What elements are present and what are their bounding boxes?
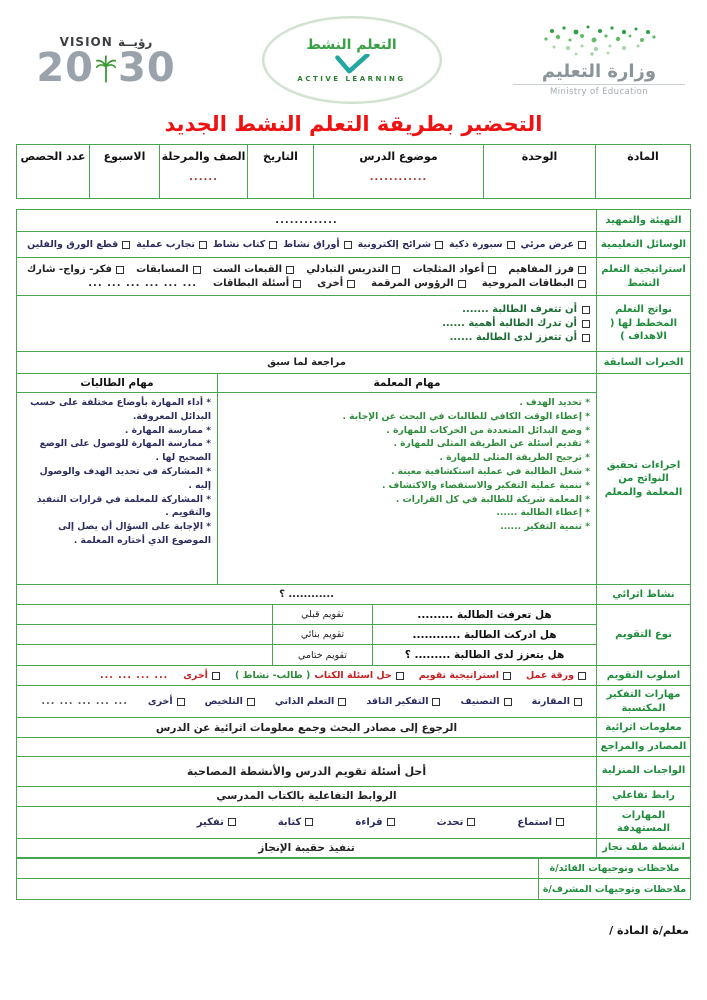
checkbox-label: أوراق نشاط [283,239,340,250]
row-evaluation-method [17,666,691,686]
checkbox-icon[interactable] [286,266,294,274]
checkbox-icon[interactable] [582,320,590,328]
label-enrichment-activity: نشاط اثرائي [597,585,691,605]
label-outcomes: نواتج التعلم المخطط لها ( الاهداف ) [597,296,691,352]
row-homework [17,756,691,786]
evaluation-type-name: تقويم بنائي [272,625,372,645]
row-evaluation-type [17,605,691,666]
strategy-dots: ... ... ... ... ... ... [88,278,198,289]
checkbox-icon[interactable] [247,698,255,706]
checkbox-label: المسابقات [136,264,189,275]
checkbox-label: كتابة [277,816,302,828]
checkbox-item [213,239,278,250]
checkbox-item [136,264,201,275]
vision-year-left: 20 [36,45,94,91]
label-homework: الواجبات المنزلية [597,756,691,786]
info-label: التاريخ [263,150,298,163]
checkbox-icon[interactable] [392,266,400,274]
checkbox-item [419,670,511,681]
checkbox-item [521,239,586,250]
checkbox-label: التفكير الناقد [366,696,429,707]
student-task: * أداء المهارة بأوضاع مختلفة على حسب البدائل المعروفة. [30,397,211,422]
checkbox-icon[interactable] [212,672,220,680]
vision-wordmark: VISION رؤيــة [59,35,153,49]
checkbox-label: أخرى [147,696,173,707]
enrichment-info-value: الرجوع إلى مصادر البحث وجمع معلومات اثرائية عن الدرس [17,718,597,738]
checkbox-label: أسئلة البطاقات [213,278,290,289]
vision-year-right: 30 [118,45,176,91]
label-interactive-link: رابط تفاعلي [597,786,691,806]
ministry-of-education-logo [513,23,685,97]
checkbox-label: فكر- زواج- شارك [27,264,112,275]
checkbox-item [413,264,497,275]
teacher-task: * تنمية التفكير ...... [500,521,590,533]
checkbox-label: المقارنة [531,696,570,707]
checkbox-label: أخرى [183,670,208,681]
checkbox-item [148,696,185,707]
lesson-plan-table [16,209,691,859]
student-tasks-column [17,374,217,584]
active-learning-arabic-title: التعلم النشط [306,37,397,53]
checkbox-icon[interactable] [504,698,512,706]
active-learning-english-title: ACTIVE LEARNING [297,75,406,83]
checkbox-label: التلخيص [204,696,243,707]
checkbox-item [358,239,443,250]
checkbox-label: عرض مرئي [520,239,574,250]
row-supervisor-notes [17,879,691,900]
label-supervisor-notes: ملاحظات وتوجيهات المشرف/ة [539,879,691,900]
outcome-item [23,304,590,315]
checkbox-label: كتاب نشاط [212,239,266,250]
ministry-dots-emblem [524,23,674,57]
info-value: ............ [369,172,428,183]
checkbox-item [317,278,355,289]
checkbox-item [482,278,586,289]
outcome-text: أن تدرك الطالبة أهمية ...... [442,318,577,329]
supervisor-notes-value [17,879,539,900]
teacher-tasks-column [217,374,596,584]
checkbox-icon[interactable] [305,818,313,826]
notes-table [16,857,691,900]
checkbox-label: قراءة [355,816,383,828]
label-target-skills: المهارات المستهدفة [597,806,691,838]
outcome-text: أن تتعرف الطالبة ....... [462,304,577,315]
checkbox-item [213,264,294,275]
evaluation-type-name: تقويم ختامي [272,645,372,665]
row-interactive-link [17,786,691,806]
interactive-link-value: الروابط التفاعلية بالكتاب المدرسي [17,786,597,806]
teacher-tasks-list [218,393,596,537]
checkbox-item [532,696,582,707]
checkbox-label: أعواد المثلجات [412,264,485,275]
evaluation-question: هل ادركت الطالبة ............ [372,625,596,645]
checkbox-item [449,239,515,250]
checkbox-label: الرؤوس المرقمة [371,278,454,289]
checkbox-icon[interactable] [578,280,586,288]
teacher-task: * إعطاء الوقت الكافي للطالبات في البحث عن الإجابة . [342,410,590,422]
vision-year [22,45,190,91]
student-task: * المشاركة في تحديد الهدف والوصول إليه . [39,465,211,491]
checkbox-icon[interactable] [488,266,496,274]
checkbox-icon[interactable] [228,818,236,826]
checkbox-label: التصنيف [460,696,500,707]
info-cell-date [248,145,314,199]
teacher-signature-line: معلم/ة المادة / [609,924,689,937]
teacher-task: * تحديد الهدف . [519,397,590,408]
teacher-task: * شغل الطالبة في عملية استكشافية معينة . [390,465,590,477]
checkbox-label: أخرى [317,278,344,289]
checkbox-icon[interactable] [338,698,346,706]
info-cell-unit [484,145,596,199]
label-teaching-aids: الوسائل التعليمية [597,232,691,258]
info-label: الاسبوع [103,150,146,163]
outcome-text: أن تتعزز لدى الطالبة ...... [449,332,577,343]
evaluation-empty-cell [17,605,272,625]
row-target-skills [17,806,691,838]
checkbox-item [205,696,255,707]
checkbox-icon[interactable] [177,698,185,706]
info-cell-topic [314,145,484,199]
prior-knowledge-value: مراجعة لما سبق [17,352,597,374]
checkbox-icon[interactable] [193,266,201,274]
checkbox-label: سبورة ذكية [448,239,503,250]
checkbox-icon[interactable] [582,334,590,342]
checkbox-icon[interactable] [582,306,590,314]
checkbox-icon[interactable] [578,672,586,680]
teacher-task: * إعطاء الطالبة ...... [496,507,590,519]
checkbox-item [183,670,220,681]
row-outcomes [17,296,691,352]
info-cell-subject [596,145,691,199]
label-references: المصادر والمراجع [597,738,691,757]
checkbox-item [275,696,346,707]
label-prior-knowledge: الخبرات السابقة [597,352,691,374]
label-leader-notes: ملاحظات وتوجيهات القائد/ة [539,858,691,879]
ministry-arabic-name: وزارة التعليم [513,61,685,85]
checkbox-icon[interactable] [578,266,586,274]
lesson-info-table [16,144,691,199]
checkbox-icon[interactable] [347,280,355,288]
checkbox-label: استراتيجية تقويم [418,670,499,681]
thinking-skills-dots: ... ... ... ... ... [41,696,128,707]
active-learning-logo [262,16,442,104]
thinking-skills-list [23,696,590,707]
homework-value: أحل أسئلة تقويم الدرس والأنشطة المصاحبة [17,756,597,786]
checkbox-icon[interactable] [574,698,582,706]
evaluation-type-grid [17,605,596,665]
procedures-grid [17,374,596,584]
checkbox-item [136,239,207,250]
checkbox-icon[interactable] [396,672,404,680]
info-value: ...... [189,172,218,183]
checkbox-item [517,817,564,828]
evaluation-method-dots: ... ... ... ... [99,670,169,681]
row-references [17,738,691,757]
enrichment-activity-value: ............ ؟ [17,585,597,605]
checkbox-item [460,696,511,707]
info-label: عدد الحصص [20,150,86,163]
checkbox-icon[interactable] [116,266,124,274]
label-portfolio: انشطة ملف نجاز [597,838,691,858]
checkbox-item [278,817,313,828]
student-task: * المشاركة للمعلمة في قرارات التنفيذ والتقويم . [36,493,211,519]
checkbox-icon[interactable] [122,241,130,249]
checkbox-item [371,278,466,289]
warmup-value: ............. [17,210,597,232]
row-warmup [17,210,691,232]
strategy-line-2 [23,278,590,289]
evaluation-type-name: تقويم قبلي [272,605,372,625]
label-evaluation-type: نوع التقويم [597,605,691,666]
evaluation-empty-cell [17,645,272,665]
checkbox-item [355,817,394,828]
ministry-english-name: Ministry of Education [549,87,649,97]
checkbox-label: ورقة عمل [525,670,574,681]
checkbox-label: تجارب عملية [136,239,195,250]
checkbox-label: البطاقات المروحية [481,278,574,289]
row-enrichment-info [17,718,691,738]
checkbox-label: القبعات الست [212,264,283,275]
info-label: موضوع الدرس [359,150,438,163]
checkbox-label: التدريس التبادلي [306,264,389,275]
checkbox-item [508,264,586,275]
target-skills-list [23,817,590,828]
label-strategy: استراتيجية التعلم النشط [597,258,691,296]
checkbox-icon[interactable] [507,241,515,249]
info-row [17,145,691,199]
checkbox-item [526,670,586,681]
info-label: المادة [627,150,659,163]
row-procedures [17,374,691,585]
label-enrichment-info: معلومات اثرائية [597,718,691,738]
outcome-item [23,332,590,343]
checkbox-icon[interactable] [556,818,564,826]
info-cell-grade [160,145,248,199]
label-warmup: التهيئة والتمهيد [597,210,691,232]
student-task: * الإجابة على السؤال أن يصل إلى الموضوع الذي أختاره المعلمة . [58,521,211,546]
teacher-task: * وضع البدائل المتعددة من الحركات للمهارة . [386,424,590,436]
row-teaching-aids [17,232,691,258]
page-title: التحضير بطريقة التعلم النشط الجديد [164,112,543,136]
teacher-task: * تقديم أسئلة عن الطريقة المثلى للمهارة . [393,438,590,450]
info-cell-periods [17,145,90,199]
label-procedures: اجراءات تحقيق النواتج من المعلمة والمعلم [597,374,691,585]
teacher-task: * ترجيح الطريقة المثلى للمهارة . [439,452,590,464]
checkbox-icon[interactable] [503,672,511,680]
checkbox-icon[interactable] [387,818,395,826]
row-strategy [17,258,691,296]
evaluation-method-list [23,670,590,681]
teaching-aids-list [23,239,590,250]
info-label: الصف والمرحلة [161,150,246,163]
row-enrichment-activity [17,585,691,605]
saudi-palm-icon [96,55,116,83]
info-cell-week [90,145,160,199]
evaluation-question: هل تعرفت الطالبة ......... [372,605,596,625]
checkbox-item [27,239,130,250]
student-task: * ممارسة المهارة للوصول على الوضع الصحيح لها . [39,438,211,464]
references-value [17,738,597,757]
row-prior-knowledge [17,352,691,374]
checkbox-label: حل اسئلة الكتاب [314,670,392,681]
row-leader-notes [17,858,691,879]
checkbox-label: تحدث [436,816,464,828]
teacher-tasks-header: مهام المعلمة [218,374,596,393]
strategy-line-1 [23,264,590,275]
checkbox-label: قطع الورق والفلين [27,239,119,250]
student-tasks-header: مهام الطالبات [17,374,217,393]
row-portfolio [17,838,691,858]
vision-2030-logo [22,35,190,91]
checkbox-label: تفكير [196,816,224,828]
portfolio-value: تنفيذ حقيبة الإنجاز [17,838,597,858]
header-logos [16,12,691,108]
leader-notes-value [17,858,539,879]
teacher-task: * المعلمة شريكة للطالبة في كل القرارات . [395,493,590,505]
check-icon [333,54,371,74]
evaluation-empty-cell [17,625,272,645]
label-thinking-skills: مهارات التفكير المكتسبة [597,686,691,718]
checkbox-item [306,264,400,275]
checkbox-icon[interactable] [344,241,352,249]
checkbox-icon[interactable] [293,280,301,288]
student-tasks-list [17,393,217,551]
checkbox-label-note: ( طالب- نشاط ) [234,670,311,681]
checkbox-item [213,278,301,289]
checkbox-label: التعلم الذاتي [274,696,335,707]
teacher-task: * تنمية عملية التفكير والاستقصاء والاكتشاف . [381,479,590,491]
row-thinking-skills [17,686,691,718]
checkbox-icon[interactable] [578,241,586,249]
checkbox-icon[interactable] [432,698,440,706]
checkbox-item [197,817,236,828]
checkbox-icon[interactable] [269,241,277,249]
checkbox-label: استماع [517,816,552,828]
evaluation-question: هل يتعزز لدى الطالبة ......... ؟ [372,645,596,665]
checkbox-icon[interactable] [467,818,475,826]
outcome-item [23,318,590,329]
checkbox-icon[interactable] [199,241,207,249]
student-task: * ممارسة المهارة . [124,424,211,436]
checkbox-item [366,696,440,707]
checkbox-icon[interactable] [435,241,443,249]
info-label: الوحدة [521,150,558,163]
checkbox-label: شرائح إلكترونية [357,239,432,250]
checkbox-item [437,817,476,828]
checkbox-item [283,239,351,250]
checkbox-item [27,264,124,275]
checkbox-label: فرز المفاهيم [508,264,574,275]
checkbox-item [235,670,404,681]
label-evaluation-method: اسلوب التقويم [597,666,691,686]
checkbox-icon[interactable] [458,280,466,288]
